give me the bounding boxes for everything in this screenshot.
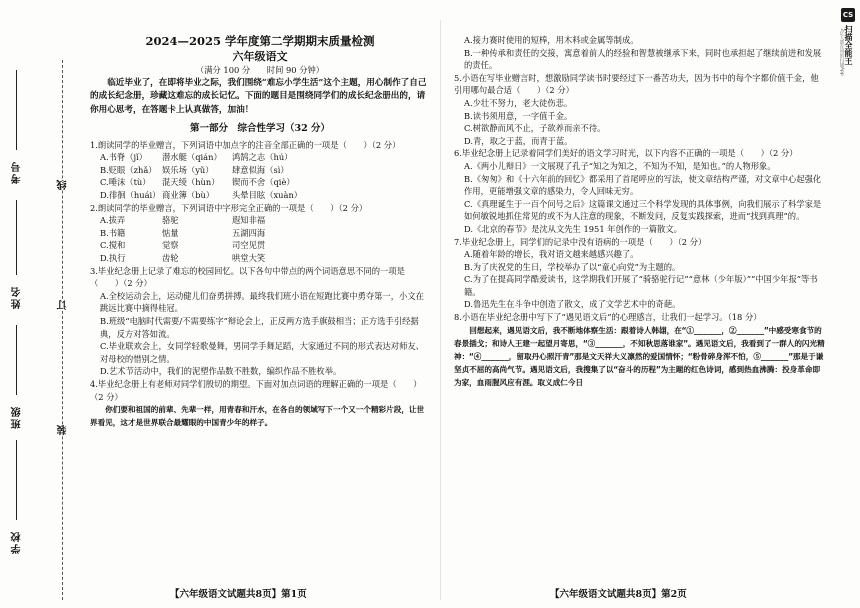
binding-mark-install: 装 [58,425,69,435]
binding-mark-bind: 订 [58,300,69,310]
brand-tagline: 3亿人都在用的扫描App [839,28,844,76]
q4-option-b: B.一种传承和责任的交接，寓意着前人的经验和智慧被继承下来，同时也承担起了继续前进和发展的责任。 [464,47,822,71]
q6-option-d: D.《北京的春节》是沈从文先生 1951 年创作的一篇散文。 [464,223,682,234]
scanner-watermark [838,8,858,98]
q1-option-a-1: A.书脊（jǐ） [100,152,148,163]
question-1: 1.朗读同学的毕业赠言，下列词语中加点字的注音全部正确的一项是（ ）（2 分） [90,139,401,150]
binding-dashed-line [62,60,63,600]
q3-option-a: A.全校运动会上，运动健儿们奋勇拼搏。最终我们班小语在短跑比赛中勇夺第一，小文在跳远比赛中摘得桂冠。 [100,290,424,314]
exam-subtitle: 六年级语文 [232,50,288,63]
q3-option-b: B.班级“电脑时代需要/不需要练字”辩论会上，正反两方选手旗鼓相当；正方选手引经据典，反方对答如流。 [100,316,419,339]
field-label-class: 班级 [12,405,23,429]
q2-option-a-1: A.拔弄 [100,215,126,226]
field-label-name: 姓名 [12,285,23,309]
q3-option-c: C.毕业联欢会上，女同学轻歌曼舞，男同学手舞足蹈，大家通过不同的形式表达对师友、对母校的惜别之情。 [100,341,424,364]
question-1-options [90,151,430,201]
question-7: 7.毕业纪念册上，同学们的记录中没有语病的一项是（ ）（2 分） [454,236,707,247]
page-2 [440,0,860,608]
q8-passage: 回想起来，遇见语文后，我不断地体察生活：跟着诗人韩翃，在“①______，②______”中感受寒食节的春景插戈；和诗人王建一起望月寄思，“③______，不知秋思落谁家”。遇见语文后，我看到了一群人的闪光精神：“④______，留取丹心照汗青”那是文天祥大义凛然的爱国情怀；“粉骨碎身浑不怕，⑤______”那是于谦坚贞不屈的高尚气节。遇见语文后，我搜集了以“奋斗的历程”为主题的红色诗词，感到热血沸腾：投身革命即为家，血雨腥风应有涯。取义成仁今日 [454,325,825,387]
q4-passage: 你们要和祖国的前辈、先辈一样，用青春和汗水，在各自的领域写下一个又一个精彩片段，让世界看见，这才是世界联合最耀眼的中国青少年的样子。 [90,405,425,428]
brand-name: 扫描全能王 [844,25,853,65]
q1-option-d-3: 头晕目眩（xuàn） [232,190,303,201]
left-content [90,34,430,429]
q5-option-b: B.读书须用意，一字值千金。 [464,110,573,121]
q2-option-d-3: 哄堂大笑 [232,253,266,264]
name-line [16,200,17,275]
q6-option-b: B.《匆匆》和《十六年前的回忆》都采用了首尾呼应的写法，使文章结构严谨，对文章中心起强化作用，更能增强文章的感染力，令人回味无穷。 [464,173,822,197]
question-6: 6.毕业纪念册上记录着同学们美好的语文学习时光，以下内容不正确的一项是（ ）（2 分） [454,148,798,159]
q1-option-b-1: B.贬眼（zhǎ） [100,164,157,175]
q5-option-d: D.青，取之于蓝，而青于蓝。 [464,135,573,146]
q2-option-a-2: 骆驼 [162,215,179,226]
q1-option-c-1: C.唾沫（tù） [100,177,151,188]
right-content [454,34,826,389]
q2-option-d-1: D.执行 [100,253,126,264]
page-2-footer: 【六年级语文试题共8页】第2页 [550,589,687,600]
q2-option-c-2: 觉察 [162,240,179,251]
q6-option-c: C.《真理诞生于一百个问号之后》这篇课文通过三个科学发现的具体事例，向我们展示了科学家是如何敏锐地抓住常见的或不为人注意的现象，不断发问，反复实践探索，进而“找到真理”的。 [464,198,822,222]
q2-option-c-1: C.搅和 [100,240,126,251]
q6-option-a: A.《两小儿辩日》一文展现了孔子“知之为知之，不知为不知，是知也。”的人物形象。 [464,160,776,171]
q7-option-b: B.为了庆祝党的生日，学校举办了以“童心向党”为主题的。 [464,261,681,272]
class-line [16,325,17,395]
q4-option-a: A.接力赛时使用的短棒，用木料或金属等制成。 [464,35,639,45]
q5-option-c: C.树欲静而风不止，子欲养而亲不待。 [464,123,606,134]
question-4: 4.毕业纪念册上有老师对同学们殷切的期望。下面对加点词语的理解正确的一项是（ ）（2 分） [90,378,422,402]
exam-title: 2024—2025 学年度第二学期期末质量检测 [145,34,375,48]
question-2-options [90,214,430,264]
exam-number-line [16,70,17,150]
q7-option-a: A.随着年龄的增长，我对语文越来越感兴趣了。 [464,249,639,260]
question-3: 3.毕业纪念册上记录了难忘的校园回忆。以下各句中带点的两个词语意思不同的一项是（ ）（2 分） [90,265,405,289]
exam-intro: 临近毕业了，在即将毕业之际，我们围绕“难忘小学生活”这个主题，用心制作了自己的成长纪念册，珍藏这难忘的成长记忆。下面的题目是围绕同学们的成长纪念册出的，请你用心思考，在答题卡上认真做答，加油！ [90,77,427,115]
q2-option-b-3: 五湖四海 [232,227,266,238]
q2-option-a-3: 遐知非福 [232,215,266,226]
q2-option-b-2: 惦量 [162,227,179,238]
camscanner-logo-icon: CS [841,8,855,22]
binding-strip [0,0,88,608]
binding-mark-line: 线 [58,180,69,190]
q1-option-b-3: 肆意似海（sì） [232,164,289,175]
q7-option-c: C.为了在提高同学酷爱读书，这学期我们开展了“骑骆驼行记”“意林（少年版）”“中国少年报”等书籍。 [464,274,818,297]
field-label-school: 学校 [12,530,23,554]
q2-option-d-2: 齿轮 [162,253,179,264]
q2-option-c-3: 司空见贯 [232,240,266,251]
q7-option-d: D.鲁迅先生在斗争中创造了散文，成了文学艺术中的奇葩。 [464,299,681,310]
question-8: 8.小语在毕业纪念册中写下了“遇见语文后”的心理感言，让我们一起学习。（18 分） [454,312,762,323]
question-5: 5.小语在写毕业赠言时，想激励同学读书时要经过下一番苦功夫，因为书中的每个字都价值千金，他引用哪句最合适（ ）（2 分） [454,72,819,96]
school-line [16,440,17,520]
q1-option-a-3: 鸿鹄之志（hú） [232,152,293,163]
q1-option-d-1: D.徘徊（huái） [100,190,161,201]
q1-option-d-2: 商业簿（bù） [162,190,215,201]
page-1-footer: 【六年级语文试题共8页】第1页 [170,589,307,600]
section-heading: 第一部分 综合性学习（32 分） [189,123,331,135]
field-label-exam-number: 考号 [12,160,23,184]
exam-meta: （满分 100 分 时间 90 分钟） [195,65,325,75]
question-2: 2.朗读同学的毕业赠言，下列词语中字形完全正确的一项是（ ）（2 分） [90,202,368,213]
q1-option-c-3: 锲而不舍（qiè） [232,177,295,188]
q2-option-b-1: B.书籍 [100,227,126,238]
q1-option-a-2: 潜水艇（qián） [162,152,222,163]
q1-option-c-2: 混天绫（hùn） [162,177,220,188]
q1-option-b-2: 娱乐场（yǔ） [162,164,214,175]
q3-option-d: D.艺术节活动中，我们的泥塑作品数不胜数，编织作品不胜枚举。 [100,366,342,377]
q5-option-a: A.少壮不努力，老大徒伤悲。 [464,97,573,108]
